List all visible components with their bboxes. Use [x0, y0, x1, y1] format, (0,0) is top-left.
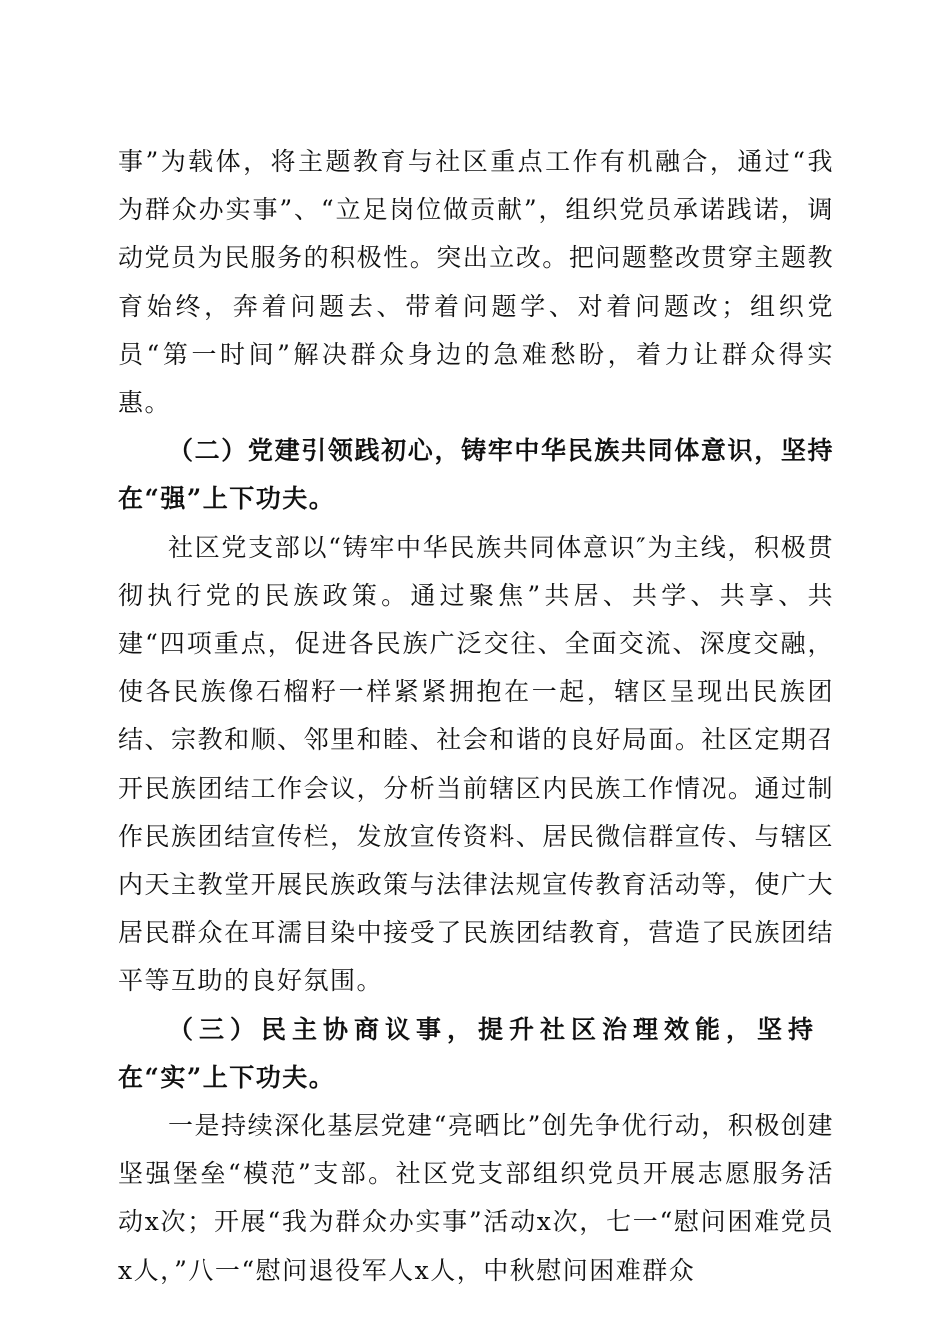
section-heading-3-tail: 在“实”上下功夫。 [118, 1062, 336, 1092]
paragraph-continuation: 事”为载体，将主题教育与社区重点工作有机融合，通过“我为群众办实事”、“立足岗位做贡献”，组织党员承诺践诺，调动党员为民服务的积极性。突出立改。把问题整改贯穿主题教育始终，奔着问题去、带着问题学、对着问题改；组织党员“第一时间”解决群众身边的急难愁盼，着力让群众得实惠。 [118, 147, 834, 418]
section-heading-2: （二）党建引领践初心，铸牢中华民族共同体意识，坚持在“强”上下功夫。 [118, 436, 834, 514]
paragraph-party-building: 一是持续深化基层党建“亮晒比”创先争优行动，积极创建坚强堡垒“模范”支部。社区党支部组织党员开展志愿服务活动x次；开展“我为群众办实事”活动x次，七一“慰问困难党员x人，”八一“慰问退役军人x人，中秋慰问困难群众 [118, 1111, 834, 1285]
section-heading-3-main: （三）民主协商议事，提升社区治理效能，坚持 [168, 1014, 820, 1044]
document-page [118, 138, 834, 1295]
paragraph-ethnic-unity: 社区党支部以“铸牢中华民族共同体意识″为主线，积极贯彻执行党的民族政策。通过聚焦”共居、共学、共享、共建“四项重点，促进各民族广泛交往、全面交流、深度交融，使各民族像石榴籽一样紧紧拥抱在一起，辖区呈现出民族团结、宗教和顺、邻里和睦、社会和谐的良好局面。社区定期召开民族团结工作会议，分析当前辖区内民族工作情况。通过制作民族团结宣传栏，发放宣传资料、居民微信群宣传、与辖区内天主教堂开展民族政策与法律法规宣传教育活动等，使广大居民群众在耳濡目染中接受了民族团结教育，营造了民族团结平等互助的良好氛围。 [118, 532, 834, 996]
section-heading-3 [118, 1006, 834, 1102]
